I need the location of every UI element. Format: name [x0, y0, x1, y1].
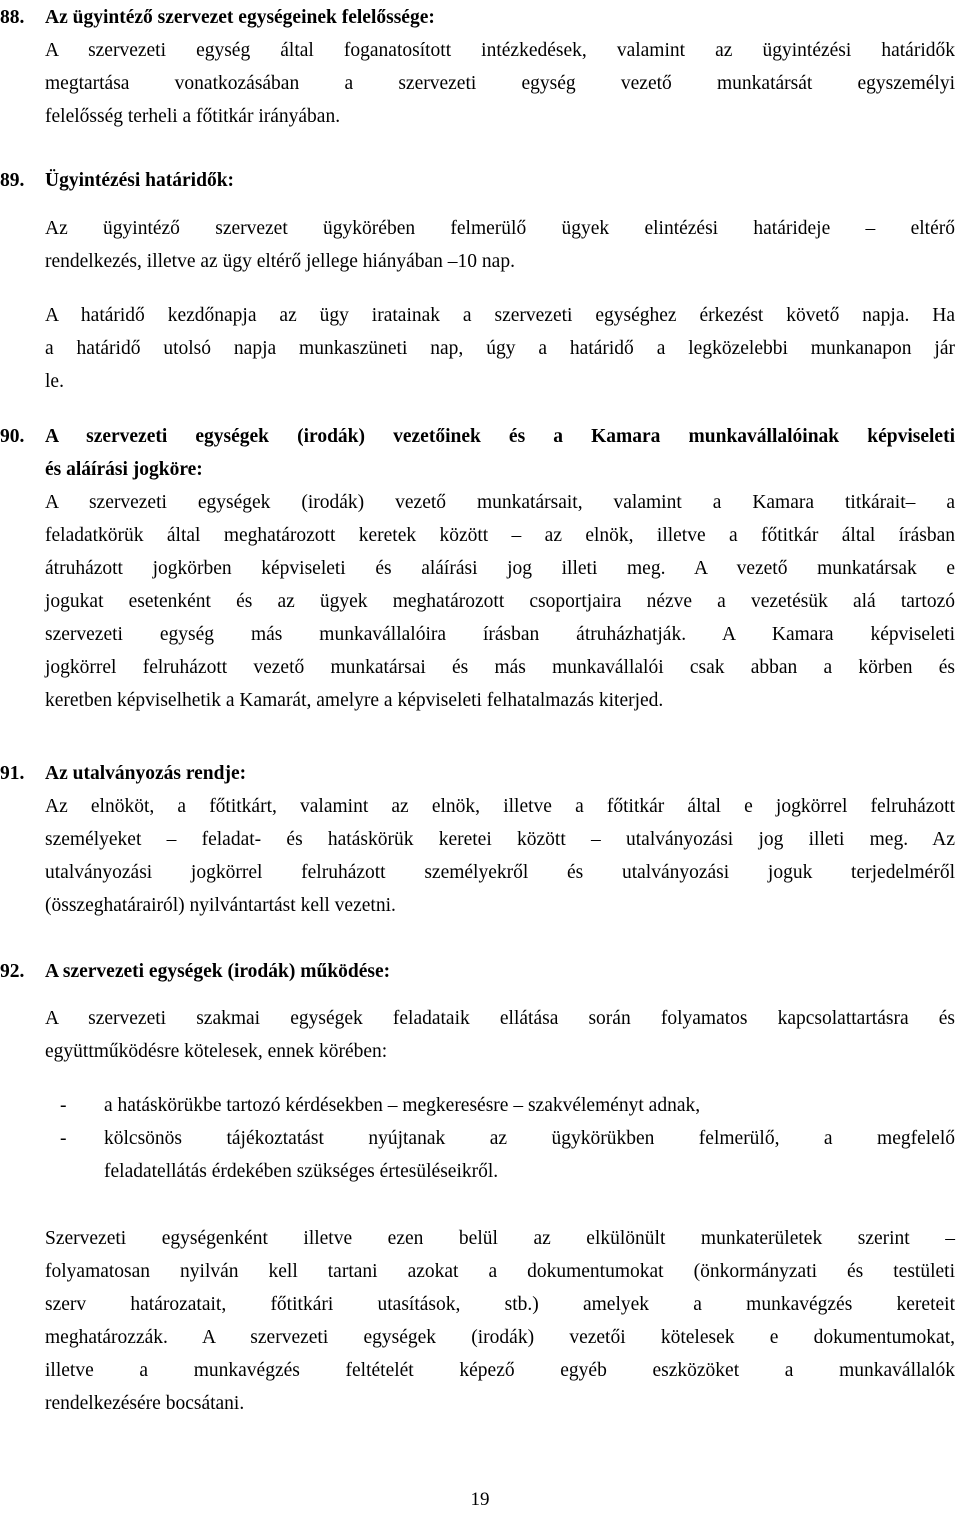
section-heading-continued: és aláírási jogköre:	[45, 459, 203, 480]
paragraph-line: személyeket – feladat- és hatáskörük keretei között – utalványozási jog illeti meg. Az	[45, 829, 955, 850]
paragraph-line: illetve a munkavégzés feltételét képező egyéb eszközöket a munkavállalók	[45, 1360, 955, 1381]
page-number: 19	[470, 1489, 490, 1510]
paragraph-line: szervezeti egység más munkavállalóira írásban átruházhatják. A Kamara képviseleti	[45, 624, 955, 645]
bullet-item-line: kölcsönös tájékoztatást nyújtanak az ügykörükben felmerülő, a megfelelő	[104, 1128, 955, 1149]
paragraph-line: jogkörrel felruházott vezető munkatársai és más munkavállalói csak abban a körben és	[45, 657, 955, 678]
section-number: 91.	[0, 763, 25, 784]
section-number: 88.	[0, 7, 25, 28]
section-heading: Ügyintézési határidők:	[45, 170, 235, 191]
paragraph-line: rendelkezésére bocsátani.	[45, 1393, 245, 1414]
paragraph-line: szerv határozatait, főtitkári utasítások, stb.) amelyek a munkavégzés kereteit	[45, 1294, 955, 1315]
paragraph-line: rendelkezés, illetve az ügy eltérő jellege hiányában –10 nap.	[45, 251, 515, 272]
paragraph-line: átruházott jogkörben képviseleti és aláírási jog illeti meg. A vezető munkatársak e	[45, 558, 955, 579]
bullet-marker: -	[60, 1128, 67, 1149]
bullet-marker: -	[60, 1095, 67, 1116]
paragraph-line: keretben képviselhetik a Kamarát, amelyre a képviseleti felhatalmazás kiterjed.	[45, 690, 664, 711]
paragraph-line: feladatkörük által meghatározott keretek között – az elnök, illetve a főtitkár által írásban	[45, 525, 955, 546]
section-number: 89.	[0, 170, 25, 191]
bullet-item-line: a hatáskörükbe tartozó kérdésekben – megkeresésre – szakvéleményt adnak,	[104, 1095, 701, 1116]
paragraph-line: jogukat esetenként és az ügyek meghatározott csoportjaira nézve a vezetésük alá tartozó	[45, 591, 955, 612]
section-heading: Az utalványozás rendje:	[45, 763, 247, 784]
paragraph-line: Az ügyintéző szervezet ügykörében felmerülő ügyek elintézési határideje – eltérő	[45, 218, 955, 239]
paragraph-line: utalványozási jogkörrel felruházott személyekről és utalványozási joguk terjedelméről	[45, 862, 955, 883]
section-number: 92.	[0, 961, 25, 982]
paragraph-line: folyamatosan nyilván kell tartani azokat a dokumentumokat (önkormányzati és testületi	[45, 1261, 955, 1282]
paragraph-line: A szervezeti egységek (irodák) vezető munkatársait, valamint a Kamara titkárait– a	[45, 492, 955, 513]
section-heading: Az ügyintéző szervezet egységeinek felelőssége:	[45, 7, 435, 28]
paragraph-line: A szervezeti szakmai egységek feladataik ellátása során folyamatos kapcsolattartásra és	[45, 1008, 955, 1029]
paragraph-line: A szervezeti egység által foganatosított intézkedések, valamint az ügyintézési határidők	[45, 40, 955, 61]
paragraph-line: megtartása vonatkozásában a szervezeti egység vezető munkatársát egyszemélyi	[45, 73, 955, 94]
section-number: 90.	[0, 426, 25, 447]
paragraph-line: le.	[45, 371, 64, 392]
paragraph-line: Az elnököt, a főtitkárt, valamint az elnök, illetve a főtitkár által e jogkörrel felruházott	[45, 796, 955, 817]
paragraph-line: meghatározzák. A szervezeti egységek (irodák) vezetői kötelesek e dokumentumokat,	[45, 1327, 955, 1348]
bullet-item-line: feladatellátás érdekében szükséges értesüléseikről.	[104, 1161, 499, 1182]
paragraph-line: Szervezeti egységenként illetve ezen belül az elkülönült munkaterületek szerint –	[45, 1228, 955, 1249]
section-heading: A szervezeti egységek (irodák) működése:	[45, 961, 391, 982]
paragraph-line: (összeghatárairól) nyilvántartást kell vezetni.	[45, 895, 396, 916]
paragraph-line: együttműködésre kötelesek, ennek körében:	[45, 1041, 388, 1062]
paragraph-line: A határidő kezdőnapja az ügy iratainak a szervezeti egységhez érkezést követő napja. Ha	[45, 305, 955, 326]
paragraph-line: a határidő utolsó napja munkaszüneti nap, úgy a határidő a legközelebbi munkanapon jár	[45, 338, 955, 359]
section-heading: A szervezeti egységek (irodák) vezetőinek és a Kamara munkavállalóinak képviseleti	[45, 426, 955, 447]
paragraph-line: felelősség terheli a főtitkár irányában.	[45, 106, 341, 127]
